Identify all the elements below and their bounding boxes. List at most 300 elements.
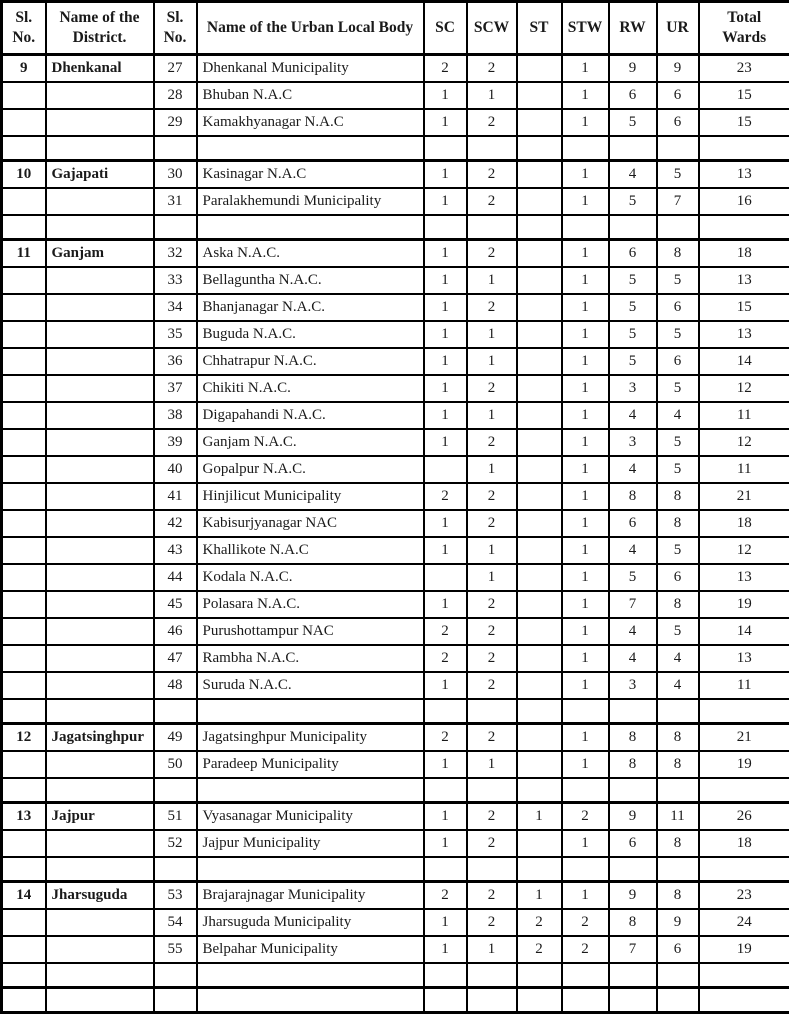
cell-rw: 3	[609, 429, 657, 456]
cell-stw: 1	[562, 591, 609, 618]
cell-rw: 5	[609, 294, 657, 321]
cell-total: 19	[699, 751, 789, 778]
cell-district_no	[2, 456, 46, 483]
cell-scw: 2	[467, 55, 517, 82]
cell-rw: 8	[609, 751, 657, 778]
cell-total: 23	[699, 882, 789, 909]
cell-ur	[657, 215, 699, 240]
cell-sc: 1	[424, 402, 467, 429]
cell-sc	[424, 988, 467, 1013]
cell-scw: 1	[467, 936, 517, 963]
cell-scw: 2	[467, 483, 517, 510]
cell-rw: 4	[609, 402, 657, 429]
cell-total: 13	[699, 267, 789, 294]
column-header-ulb_no: Sl. No.	[154, 2, 197, 55]
cell-stw	[562, 699, 609, 724]
cell-st	[517, 778, 562, 803]
cell-sc: 1	[424, 510, 467, 537]
cell-ur: 6	[657, 82, 699, 109]
cell-district	[46, 215, 154, 240]
cell-stw: 1	[562, 830, 609, 857]
cell-sc: 2	[424, 645, 467, 672]
cell-ulb_no: 41	[154, 483, 197, 510]
cell-ulb: Gopalpur N.A.C.	[197, 456, 424, 483]
cell-ulb_no: 47	[154, 645, 197, 672]
cell-ur: 6	[657, 294, 699, 321]
cell-stw: 1	[562, 510, 609, 537]
cell-total: 19	[699, 591, 789, 618]
cell-stw	[562, 215, 609, 240]
column-header-ur: UR	[657, 2, 699, 55]
cell-sc: 2	[424, 618, 467, 645]
cell-ulb_no: 34	[154, 294, 197, 321]
cell-sc: 1	[424, 537, 467, 564]
cell-district_no	[2, 645, 46, 672]
column-header-stw: STW	[562, 2, 609, 55]
cell-district	[46, 778, 154, 803]
cell-district	[46, 618, 154, 645]
cell-ur: 5	[657, 456, 699, 483]
cell-st	[517, 483, 562, 510]
cell-district_no	[2, 988, 46, 1013]
cell-total: 16	[699, 188, 789, 215]
cell-rw: 9	[609, 882, 657, 909]
cell-total	[699, 963, 789, 988]
separator-row	[2, 963, 789, 988]
cell-stw: 1	[562, 55, 609, 82]
cell-sc: 1	[424, 751, 467, 778]
cell-scw: 2	[467, 294, 517, 321]
cell-district_no	[2, 537, 46, 564]
cell-district	[46, 267, 154, 294]
cell-district	[46, 375, 154, 402]
cell-district_no	[2, 564, 46, 591]
cell-sc: 1	[424, 161, 467, 188]
cell-ur: 4	[657, 402, 699, 429]
cell-rw	[609, 963, 657, 988]
cell-scw: 1	[467, 751, 517, 778]
cell-rw: 6	[609, 830, 657, 857]
cell-rw: 6	[609, 510, 657, 537]
cell-district_no	[2, 82, 46, 109]
cell-ulb: Jagatsinghpur Municipality	[197, 724, 424, 751]
cell-scw: 1	[467, 564, 517, 591]
cell-district_no	[2, 321, 46, 348]
cell-ulb: Hinjilicut Municipality	[197, 483, 424, 510]
cell-ur: 8	[657, 240, 699, 267]
cell-ur: 8	[657, 510, 699, 537]
cell-ur: 11	[657, 803, 699, 830]
cell-ur: 5	[657, 618, 699, 645]
cell-stw: 1	[562, 188, 609, 215]
cell-district_no	[2, 857, 46, 882]
cell-st	[517, 429, 562, 456]
cell-ur: 7	[657, 188, 699, 215]
cell-ulb: Ganjam N.A.C.	[197, 429, 424, 456]
cell-total: 14	[699, 348, 789, 375]
cell-total	[699, 857, 789, 882]
cell-district	[46, 82, 154, 109]
cell-sc: 1	[424, 109, 467, 136]
cell-scw: 2	[467, 672, 517, 699]
cell-ulb_no: 43	[154, 537, 197, 564]
table-row	[2, 803, 789, 830]
cell-ulb: Kabisurjyanagar NAC	[197, 510, 424, 537]
cell-total: 13	[699, 161, 789, 188]
cell-ulb	[197, 857, 424, 882]
cell-sc: 2	[424, 483, 467, 510]
cell-rw: 5	[609, 109, 657, 136]
cell-ur: 5	[657, 537, 699, 564]
cell-district_no: 9	[2, 55, 46, 82]
cell-rw: 8	[609, 483, 657, 510]
cell-ulb: Purushottampur NAC	[197, 618, 424, 645]
cell-ulb: Dhenkanal Municipality	[197, 55, 424, 82]
column-header-sc: SC	[424, 2, 467, 55]
column-header-rw: RW	[609, 2, 657, 55]
cell-total	[699, 699, 789, 724]
cell-stw: 1	[562, 240, 609, 267]
cell-rw: 7	[609, 591, 657, 618]
cell-ur: 8	[657, 724, 699, 751]
table-row	[2, 456, 789, 483]
cell-rw: 4	[609, 161, 657, 188]
cell-total: 21	[699, 483, 789, 510]
column-header-scw: SCW	[467, 2, 517, 55]
cell-ulb: Aska N.A.C.	[197, 240, 424, 267]
header-row	[2, 2, 789, 55]
cell-sc: 1	[424, 672, 467, 699]
cell-rw: 4	[609, 618, 657, 645]
cell-sc	[424, 136, 467, 161]
cell-scw: 2	[467, 882, 517, 909]
cell-scw: 2	[467, 510, 517, 537]
cell-total: 18	[699, 830, 789, 857]
cell-ulb_no: 52	[154, 830, 197, 857]
cell-ulb_no	[154, 963, 197, 988]
cell-total	[699, 215, 789, 240]
cell-ulb: Kamakhyanagar N.A.C	[197, 109, 424, 136]
cell-scw: 1	[467, 82, 517, 109]
cell-ulb_no	[154, 699, 197, 724]
cell-rw	[609, 699, 657, 724]
cell-scw: 1	[467, 348, 517, 375]
cell-ulb_no: 35	[154, 321, 197, 348]
cell-ulb_no: 50	[154, 751, 197, 778]
cell-scw: 2	[467, 591, 517, 618]
cell-total	[699, 778, 789, 803]
separator-row	[2, 857, 789, 882]
cell-rw: 4	[609, 537, 657, 564]
table-row	[2, 936, 789, 963]
cell-ur	[657, 699, 699, 724]
cell-ur	[657, 778, 699, 803]
cell-district	[46, 294, 154, 321]
cell-stw: 1	[562, 82, 609, 109]
cell-total: 12	[699, 429, 789, 456]
cell-rw: 8	[609, 909, 657, 936]
table-row	[2, 724, 789, 751]
cell-ulb	[197, 963, 424, 988]
cell-scw	[467, 857, 517, 882]
separator-row	[2, 215, 789, 240]
cell-ulb	[197, 699, 424, 724]
cell-ulb: Bellaguntha N.A.C.	[197, 267, 424, 294]
cell-st	[517, 857, 562, 882]
cell-district_no	[2, 618, 46, 645]
cell-ulb: Brajarajnagar Municipality	[197, 882, 424, 909]
table-row	[2, 348, 789, 375]
cell-district	[46, 456, 154, 483]
cell-st: 2	[517, 909, 562, 936]
cell-total: 26	[699, 803, 789, 830]
cell-ur: 8	[657, 882, 699, 909]
cell-scw	[467, 778, 517, 803]
cell-ulb: Suruda N.A.C.	[197, 672, 424, 699]
cell-ur	[657, 857, 699, 882]
cell-district_no	[2, 909, 46, 936]
cell-scw: 2	[467, 830, 517, 857]
cell-sc	[424, 215, 467, 240]
cell-ulb_no: 53	[154, 882, 197, 909]
table-row	[2, 645, 789, 672]
cell-total: 12	[699, 537, 789, 564]
cell-ulb_no: 37	[154, 375, 197, 402]
cell-ur	[657, 988, 699, 1013]
column-header-ulb: Name of the Urban Local Body	[197, 2, 424, 55]
cell-stw: 1	[562, 645, 609, 672]
cell-scw: 2	[467, 240, 517, 267]
cell-total: 15	[699, 82, 789, 109]
table-row	[2, 188, 789, 215]
cell-district: Gajapati	[46, 161, 154, 188]
cell-district_no	[2, 429, 46, 456]
cell-ulb_no: 55	[154, 936, 197, 963]
cell-district	[46, 857, 154, 882]
cell-stw: 1	[562, 537, 609, 564]
cell-district	[46, 564, 154, 591]
cell-sc: 1	[424, 294, 467, 321]
cell-scw	[467, 699, 517, 724]
column-header-total: Total Wards	[699, 2, 789, 55]
cell-stw: 1	[562, 161, 609, 188]
cell-total: 13	[699, 645, 789, 672]
cell-ulb: Buguda N.A.C.	[197, 321, 424, 348]
cell-ulb_no	[154, 988, 197, 1013]
table-row	[2, 483, 789, 510]
cell-district: Jagatsinghpur	[46, 724, 154, 751]
cell-total: 23	[699, 55, 789, 82]
cell-ulb_no: 36	[154, 348, 197, 375]
cell-ulb	[197, 136, 424, 161]
table-row	[2, 109, 789, 136]
table-row	[2, 402, 789, 429]
cell-st	[517, 240, 562, 267]
cell-district_no: 11	[2, 240, 46, 267]
cell-ur: 6	[657, 109, 699, 136]
cell-stw: 1	[562, 267, 609, 294]
cell-scw: 2	[467, 188, 517, 215]
table-row	[2, 321, 789, 348]
cell-ur: 6	[657, 348, 699, 375]
cell-rw: 3	[609, 672, 657, 699]
cell-stw	[562, 778, 609, 803]
cell-scw: 2	[467, 803, 517, 830]
cell-ulb: Kodala N.A.C.	[197, 564, 424, 591]
cell-sc: 2	[424, 55, 467, 82]
cell-sc: 1	[424, 321, 467, 348]
table-body	[2, 55, 789, 1013]
cell-district	[46, 963, 154, 988]
cell-district	[46, 402, 154, 429]
cell-scw	[467, 963, 517, 988]
cell-district	[46, 109, 154, 136]
separator-row	[2, 136, 789, 161]
cell-stw: 2	[562, 936, 609, 963]
cell-st: 1	[517, 803, 562, 830]
cell-district	[46, 136, 154, 161]
cell-st	[517, 161, 562, 188]
cell-stw: 1	[562, 724, 609, 751]
cell-district_no	[2, 215, 46, 240]
cell-stw	[562, 857, 609, 882]
cell-ur: 9	[657, 909, 699, 936]
cell-stw: 1	[562, 375, 609, 402]
cell-st	[517, 830, 562, 857]
cell-scw	[467, 215, 517, 240]
cell-ulb: Kasinagar N.A.C	[197, 161, 424, 188]
cell-sc: 1	[424, 82, 467, 109]
cell-ulb	[197, 778, 424, 803]
cell-ulb_no: 48	[154, 672, 197, 699]
cell-district	[46, 510, 154, 537]
cell-district	[46, 429, 154, 456]
cell-st	[517, 618, 562, 645]
cell-ulb_no: 54	[154, 909, 197, 936]
cell-rw: 4	[609, 645, 657, 672]
cell-total: 18	[699, 240, 789, 267]
cell-district: Ganjam	[46, 240, 154, 267]
cell-stw	[562, 136, 609, 161]
cell-scw: 2	[467, 375, 517, 402]
cell-st	[517, 988, 562, 1013]
cell-total: 18	[699, 510, 789, 537]
cell-ur: 8	[657, 591, 699, 618]
cell-total: 24	[699, 909, 789, 936]
cell-total: 12	[699, 375, 789, 402]
cell-sc	[424, 699, 467, 724]
cell-ulb_no: 30	[154, 161, 197, 188]
cell-st	[517, 82, 562, 109]
cell-sc	[424, 963, 467, 988]
cell-total: 19	[699, 936, 789, 963]
cell-district	[46, 591, 154, 618]
cell-district_no	[2, 348, 46, 375]
separator-row	[2, 699, 789, 724]
cell-district_no	[2, 375, 46, 402]
cell-sc	[424, 456, 467, 483]
cell-stw: 1	[562, 564, 609, 591]
cell-district_no	[2, 136, 46, 161]
cell-scw	[467, 988, 517, 1013]
column-header-st: ST	[517, 2, 562, 55]
cell-scw: 2	[467, 429, 517, 456]
cell-sc: 1	[424, 240, 467, 267]
cell-sc: 1	[424, 803, 467, 830]
cell-scw: 2	[467, 909, 517, 936]
cell-scw: 2	[467, 161, 517, 188]
cell-ur: 5	[657, 161, 699, 188]
cell-st	[517, 136, 562, 161]
cell-total: 11	[699, 402, 789, 429]
cell-district_no	[2, 267, 46, 294]
cell-ur	[657, 136, 699, 161]
cell-ulb_no	[154, 778, 197, 803]
cell-st	[517, 321, 562, 348]
cell-total: 13	[699, 564, 789, 591]
cell-total: 11	[699, 672, 789, 699]
cell-sc: 1	[424, 375, 467, 402]
cell-district	[46, 699, 154, 724]
cell-stw: 1	[562, 429, 609, 456]
cell-rw: 5	[609, 188, 657, 215]
cell-stw: 2	[562, 803, 609, 830]
cell-stw	[562, 963, 609, 988]
cell-sc: 1	[424, 909, 467, 936]
cell-scw: 2	[467, 109, 517, 136]
cell-sc: 2	[424, 724, 467, 751]
cell-district_no	[2, 483, 46, 510]
table-row	[2, 161, 789, 188]
cell-st	[517, 55, 562, 82]
table-row	[2, 591, 789, 618]
cell-st	[517, 564, 562, 591]
cell-district_no	[2, 699, 46, 724]
cell-ur: 8	[657, 751, 699, 778]
cell-district: Jajpur	[46, 803, 154, 830]
cell-st	[517, 188, 562, 215]
cell-ur	[657, 963, 699, 988]
cell-ulb: Bhanjanagar N.A.C.	[197, 294, 424, 321]
cell-district_no: 12	[2, 724, 46, 751]
cell-ulb: Chhatrapur N.A.C.	[197, 348, 424, 375]
cell-ulb	[197, 215, 424, 240]
cell-district	[46, 321, 154, 348]
cell-ulb: Belpahar Municipality	[197, 936, 424, 963]
cell-ulb	[197, 988, 424, 1013]
cell-district_no	[2, 672, 46, 699]
cell-rw: 9	[609, 803, 657, 830]
cell-sc	[424, 778, 467, 803]
cell-ulb: Khallikote N.A.C	[197, 537, 424, 564]
cell-rw	[609, 215, 657, 240]
cell-stw: 1	[562, 483, 609, 510]
cell-scw: 1	[467, 267, 517, 294]
cell-st	[517, 348, 562, 375]
table-row	[2, 375, 789, 402]
cell-ur: 4	[657, 645, 699, 672]
cell-st	[517, 215, 562, 240]
table-row	[2, 537, 789, 564]
cell-ulb_no: 31	[154, 188, 197, 215]
table-row	[2, 564, 789, 591]
cell-ur: 4	[657, 672, 699, 699]
cell-st	[517, 267, 562, 294]
cell-total: 14	[699, 618, 789, 645]
table-row	[2, 55, 789, 82]
cell-ulb_no: 38	[154, 402, 197, 429]
cell-rw: 8	[609, 724, 657, 751]
